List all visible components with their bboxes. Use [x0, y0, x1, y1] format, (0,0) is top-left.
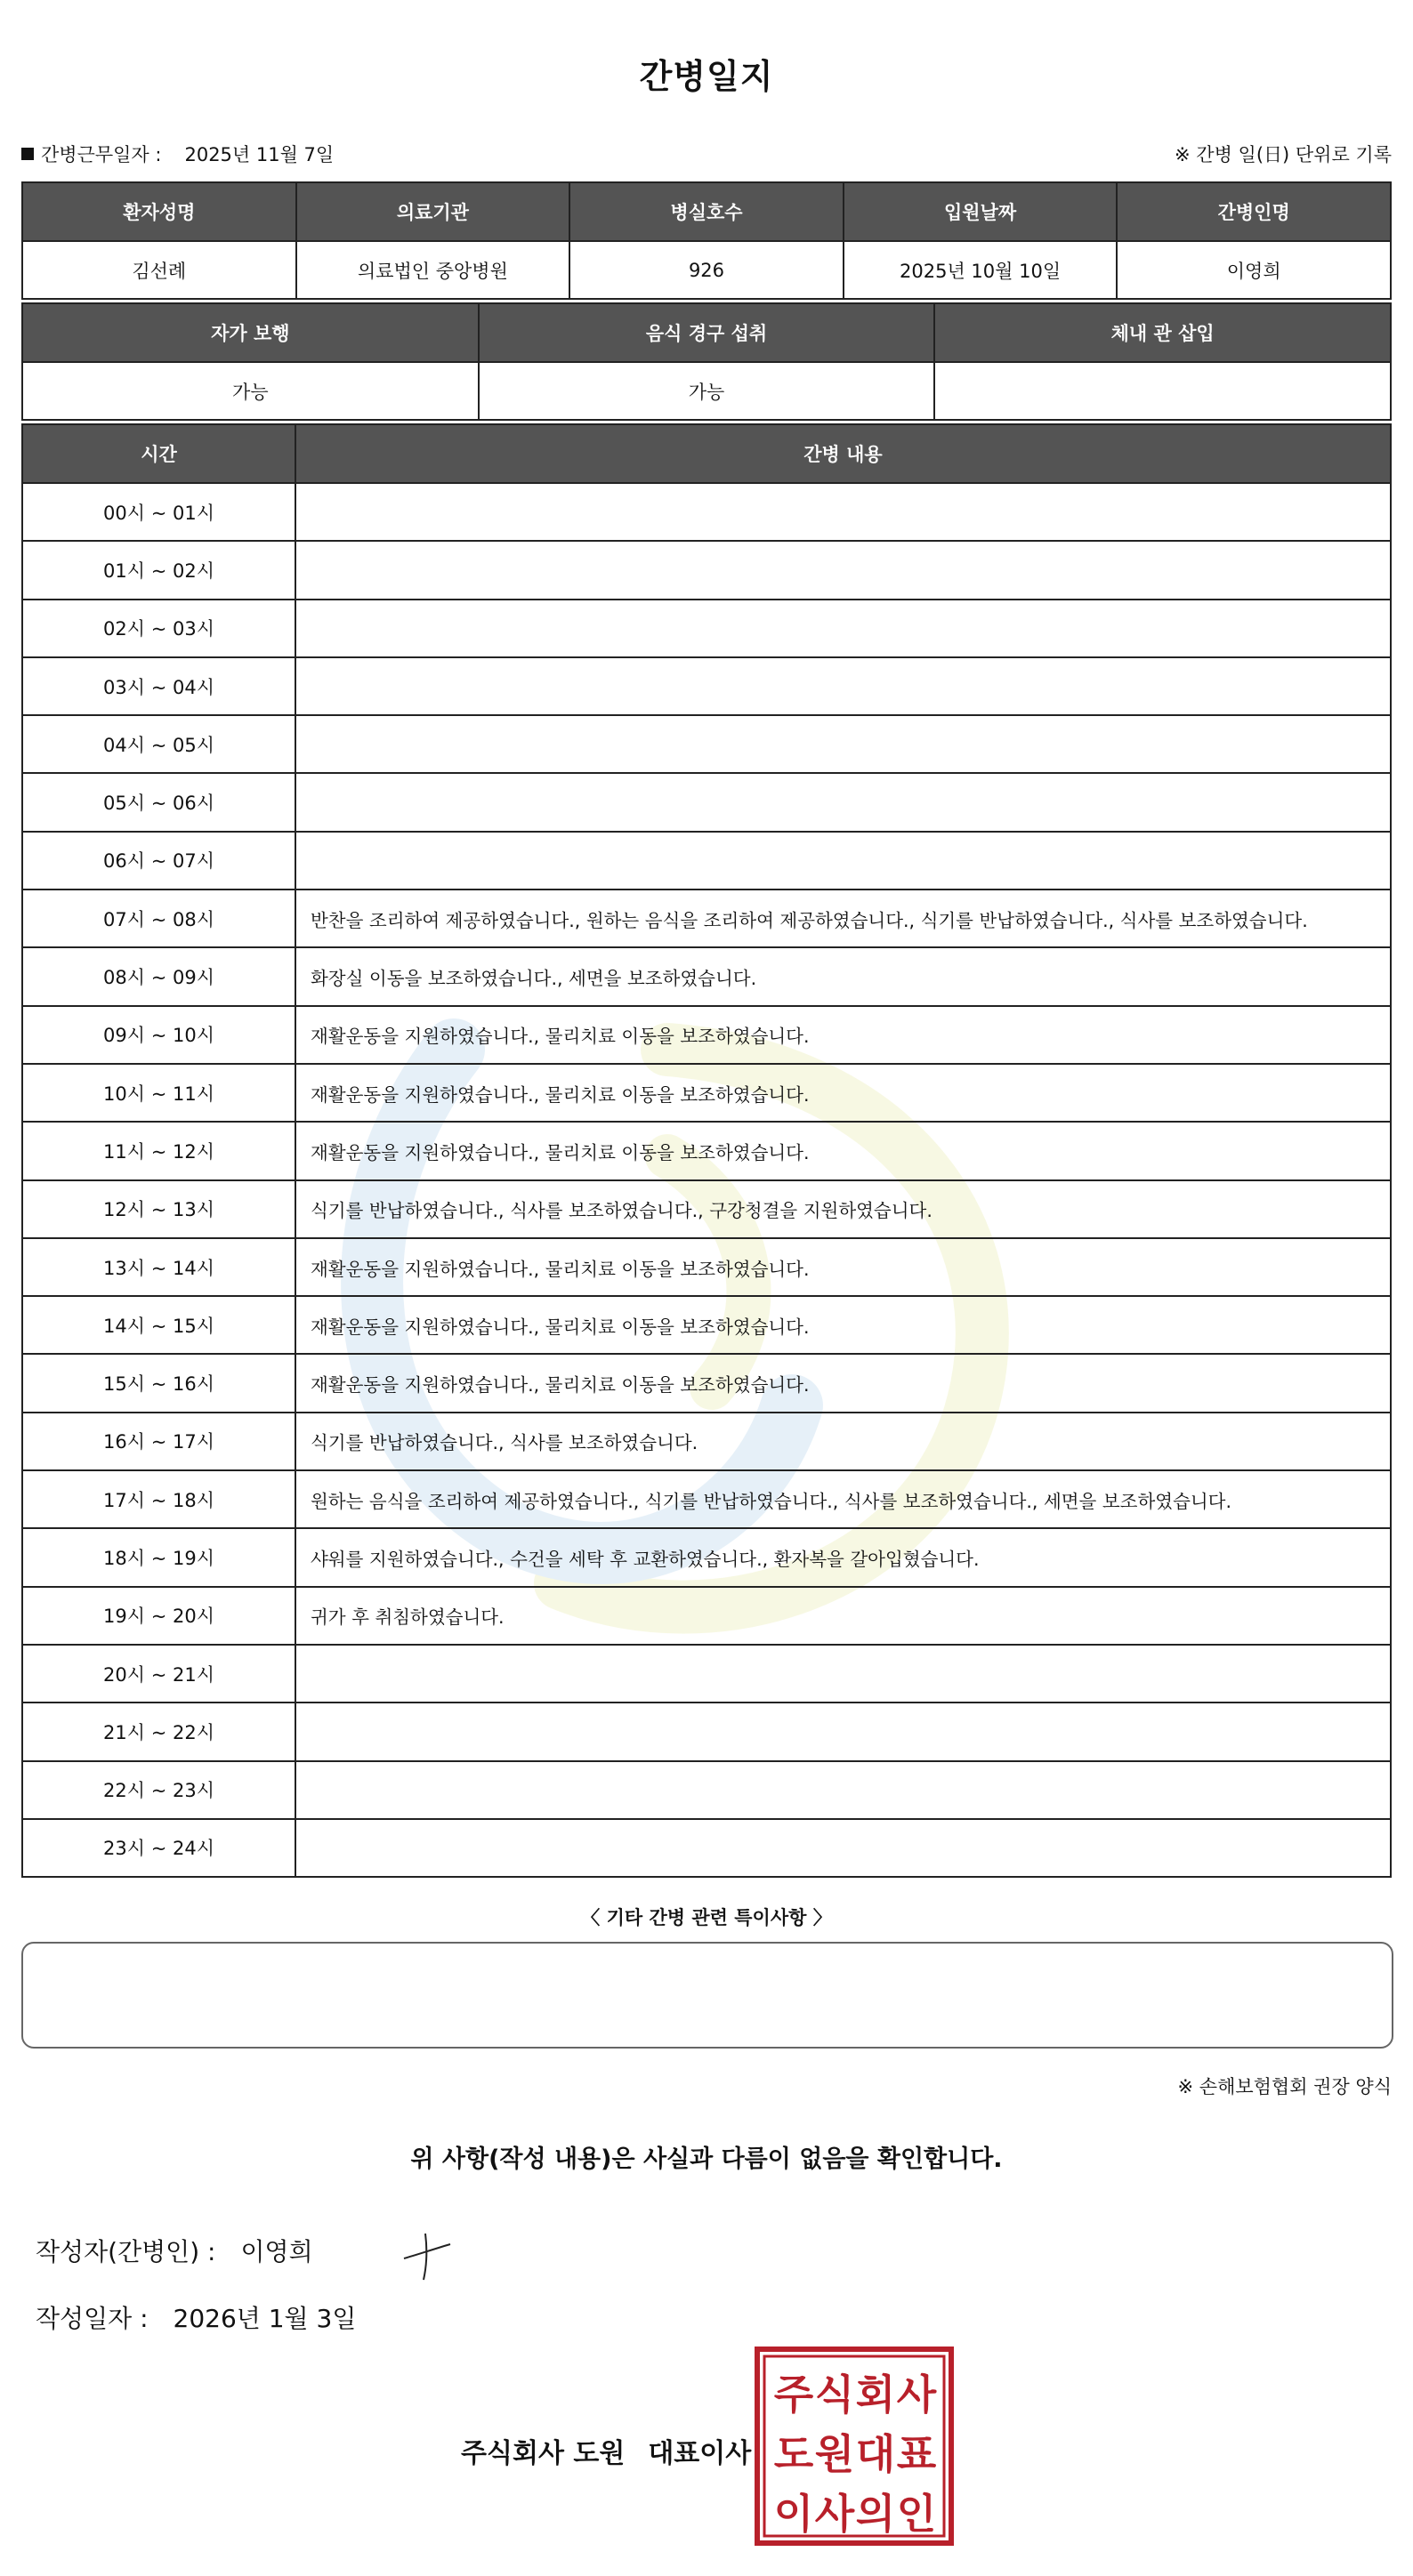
care-log-content	[295, 483, 1391, 541]
header-caregiver-name: 간병인명	[1117, 182, 1391, 241]
writer-name: 이영희	[240, 2237, 313, 2266]
care-log-row	[22, 1238, 1391, 1296]
header-patient-name: 환자성명	[22, 182, 296, 241]
care-log-row	[22, 1354, 1391, 1412]
care-log-time: 00시 ~ 01시	[22, 483, 295, 541]
care-log-content	[295, 541, 1391, 599]
care-log-content	[295, 657, 1391, 715]
care-log-time: 08시 ~ 09시	[22, 947, 295, 1005]
care-log-time: 19시 ~ 20시	[22, 1587, 295, 1645]
care-log-row	[22, 1819, 1391, 1877]
header-room-number: 병실호수	[569, 182, 844, 241]
svg-text:인: 인	[896, 2490, 937, 2538]
patient-info-value-row	[22, 241, 1391, 299]
care-log-row	[22, 1528, 1391, 1586]
care-log-time: 04시 ~ 05시	[22, 715, 295, 773]
svg-text:대: 대	[855, 2430, 896, 2478]
date-value: 2026년 1월 3일	[173, 2304, 357, 2333]
oral-intake: 가능	[479, 362, 935, 420]
header-care-content: 간병 내용	[295, 424, 1391, 483]
care-log-time: 06시 ~ 07시	[22, 832, 295, 890]
care-log-content: 재활운동을 지원하였습니다., 물리치료 이동을 보조하였습니다.	[295, 1354, 1391, 1412]
care-log-time: 21시 ~ 22시	[22, 1703, 295, 1760]
care-log-row	[22, 715, 1391, 773]
care-log-content: 재활운동을 지원하였습니다., 물리치료 이동을 보조하였습니다.	[295, 1296, 1391, 1354]
care-log-content: 귀가 후 취침하였습니다.	[295, 1587, 1391, 1645]
svg-text:사: 사	[896, 2371, 937, 2419]
care-log-content	[295, 1819, 1391, 1877]
svg-text:표: 표	[896, 2430, 937, 2478]
care-log-time: 22시 ~ 23시	[22, 1761, 295, 1819]
care-log-time: 02시 ~ 03시	[22, 600, 295, 657]
svg-text:식: 식	[814, 2371, 855, 2419]
care-log-time: 15시 ~ 16시	[22, 1354, 295, 1412]
writer-label: 작성자(간병인) :	[36, 2237, 216, 2266]
date-label: 작성일자 :	[36, 2304, 149, 2333]
care-log-row	[22, 890, 1391, 947]
care-log-row	[22, 1180, 1391, 1238]
header-admission-date: 입원날짜	[844, 182, 1118, 241]
care-log-content	[295, 1645, 1391, 1703]
patient-info-table	[21, 181, 1392, 300]
care-log-content	[295, 832, 1391, 890]
care-log-time: 07시 ~ 08시	[22, 890, 295, 947]
svg-text:의: 의	[855, 2490, 896, 2538]
svg-text:회: 회	[855, 2371, 896, 2419]
care-log-header-row	[22, 424, 1391, 483]
care-log-row	[22, 1064, 1391, 1122]
care-log-row	[22, 1645, 1391, 1703]
care-log-content: 원하는 음식을 조리하여 제공하였습니다., 식기를 반납하였습니다., 식사를 보조하였습니다., 세면을 보조하였습니다.	[295, 1470, 1391, 1528]
care-log-content: 샤워를 지원하였습니다., 수건을 세탁 후 교환하였습니다., 환자복을 갈아입혔습니다.	[295, 1528, 1391, 1586]
care-log-content: 재활운동을 지원하였습니다., 물리치료 이동을 보조하였습니다.	[295, 1006, 1391, 1064]
care-log-row	[22, 541, 1391, 599]
institution: 의료법인 중앙병원	[296, 241, 570, 299]
company-seal-icon	[755, 2347, 954, 2546]
svg-text:사: 사	[814, 2490, 855, 2538]
care-log-content: 재활운동을 지원하였습니다., 물리치료 이동을 보조하였습니다.	[295, 1122, 1391, 1179]
patient-status-value-row	[22, 362, 1391, 420]
care-log-time: 11시 ~ 12시	[22, 1122, 295, 1179]
notes-box	[21, 1942, 1393, 2049]
work-date-value: 2025년 11월 7일	[184, 144, 335, 165]
care-log-row	[22, 1006, 1391, 1064]
tube-insertion	[934, 362, 1391, 420]
care-log-content	[295, 1761, 1391, 1819]
header-oral-intake: 음식 경구 섭취	[479, 303, 935, 362]
patient-status-header-row	[22, 303, 1391, 362]
care-log-row	[22, 947, 1391, 1005]
care-log-time: 01시 ~ 02시	[22, 541, 295, 599]
care-log-time: 12시 ~ 13시	[22, 1180, 295, 1238]
care-log-content: 재활운동을 지원하였습니다., 물리치료 이동을 보조하였습니다.	[295, 1064, 1391, 1122]
patient-name: 김선례	[22, 241, 296, 299]
date-line	[36, 2299, 356, 2335]
svg-text:이: 이	[773, 2490, 814, 2538]
svg-text:원: 원	[814, 2430, 855, 2478]
care-log-row	[22, 1122, 1391, 1179]
company-role: 대표이사	[648, 2438, 752, 2469]
care-log-time: 05시 ~ 06시	[22, 773, 295, 831]
care-log-row	[22, 1296, 1391, 1354]
caregiver-name: 이영희	[1117, 241, 1391, 299]
care-log-row	[22, 657, 1391, 715]
signature-mark	[400, 2228, 454, 2282]
care-log-content: 화장실 이동을 보조하였습니다., 세면을 보조하였습니다.	[295, 947, 1391, 1005]
care-log-row	[22, 483, 1391, 541]
notes-title: 〈 기타 간병 관련 특이사항 〉	[581, 1907, 832, 1928]
care-log-content: 식기를 반납하였습니다., 식사를 보조하였습니다.	[295, 1413, 1391, 1470]
header-self-walking: 자가 보행	[22, 303, 479, 362]
care-log-content: 식기를 반납하였습니다., 식사를 보조하였습니다., 구강청결을 지원하였습니다.	[295, 1180, 1391, 1238]
care-log-time: 03시 ~ 04시	[22, 657, 295, 715]
header-tube-insertion: 체내 관 삽입	[934, 303, 1391, 362]
care-log-row	[22, 1413, 1391, 1470]
care-log-content	[295, 773, 1391, 831]
care-log-content	[295, 1703, 1391, 1760]
care-log-row	[22, 832, 1391, 890]
admission-date: 2025년 10월 10일	[844, 241, 1118, 299]
company-name: 주식회사 도원	[461, 2438, 626, 2469]
square-bullet-icon	[21, 148, 34, 160]
care-log-time: 20시 ~ 21시	[22, 1645, 295, 1703]
care-log-row	[22, 1587, 1391, 1645]
care-log-time: 14시 ~ 15시	[22, 1296, 295, 1354]
care-log-content: 재활운동을 지원하였습니다., 물리치료 이동을 보조하였습니다.	[295, 1238, 1391, 1296]
document-title: 간병일지	[639, 57, 774, 96]
care-log-row	[22, 1470, 1391, 1528]
care-log-time: 17시 ~ 18시	[22, 1470, 295, 1528]
care-log-content: 반찬을 조리하여 제공하였습니다., 원하는 음식을 조리하여 제공하였습니다., 식기를 반납하였습니다., 식사를 보조하였습니다.	[295, 890, 1391, 947]
care-log-content	[295, 600, 1391, 657]
confirmation-statement: 위 사항(작성 내용)은 사실과 다름이 없음을 확인합니다.	[410, 2145, 1003, 2173]
care-log-row	[22, 600, 1391, 657]
care-log-row	[22, 1761, 1391, 1819]
svg-text:주: 주	[773, 2371, 814, 2419]
company-signature	[461, 2431, 751, 2470]
care-log-content	[295, 715, 1391, 773]
care-log-row	[22, 773, 1391, 831]
header-institution: 의료기관	[296, 182, 570, 241]
care-log-time: 16시 ~ 17시	[22, 1413, 295, 1470]
header-time: 시간	[22, 424, 295, 483]
care-log-time: 09시 ~ 10시	[22, 1006, 295, 1064]
care-log-table	[21, 423, 1392, 1878]
care-log-time: 18시 ~ 19시	[22, 1528, 295, 1586]
patient-status-table	[21, 302, 1392, 421]
room-number: 926	[569, 241, 844, 299]
care-log-time: 13시 ~ 14시	[22, 1238, 295, 1296]
care-log-time: 10시 ~ 11시	[22, 1064, 295, 1122]
self-walking: 가능	[22, 362, 479, 420]
writer-line	[36, 2233, 313, 2268]
care-log-time: 23시 ~ 24시	[22, 1819, 295, 1877]
work-date	[21, 141, 334, 167]
work-date-label: 간병근무일자 :	[41, 144, 162, 165]
svg-text:도: 도	[773, 2430, 814, 2478]
care-log-row	[22, 1703, 1391, 1760]
patient-info-header-row	[22, 182, 1391, 241]
recommendation-note: ※ 손해보험협회 권장 양식	[1177, 2076, 1392, 2097]
record-unit-note: ※ 간병 일(日) 단위로 기록	[1175, 144, 1392, 165]
